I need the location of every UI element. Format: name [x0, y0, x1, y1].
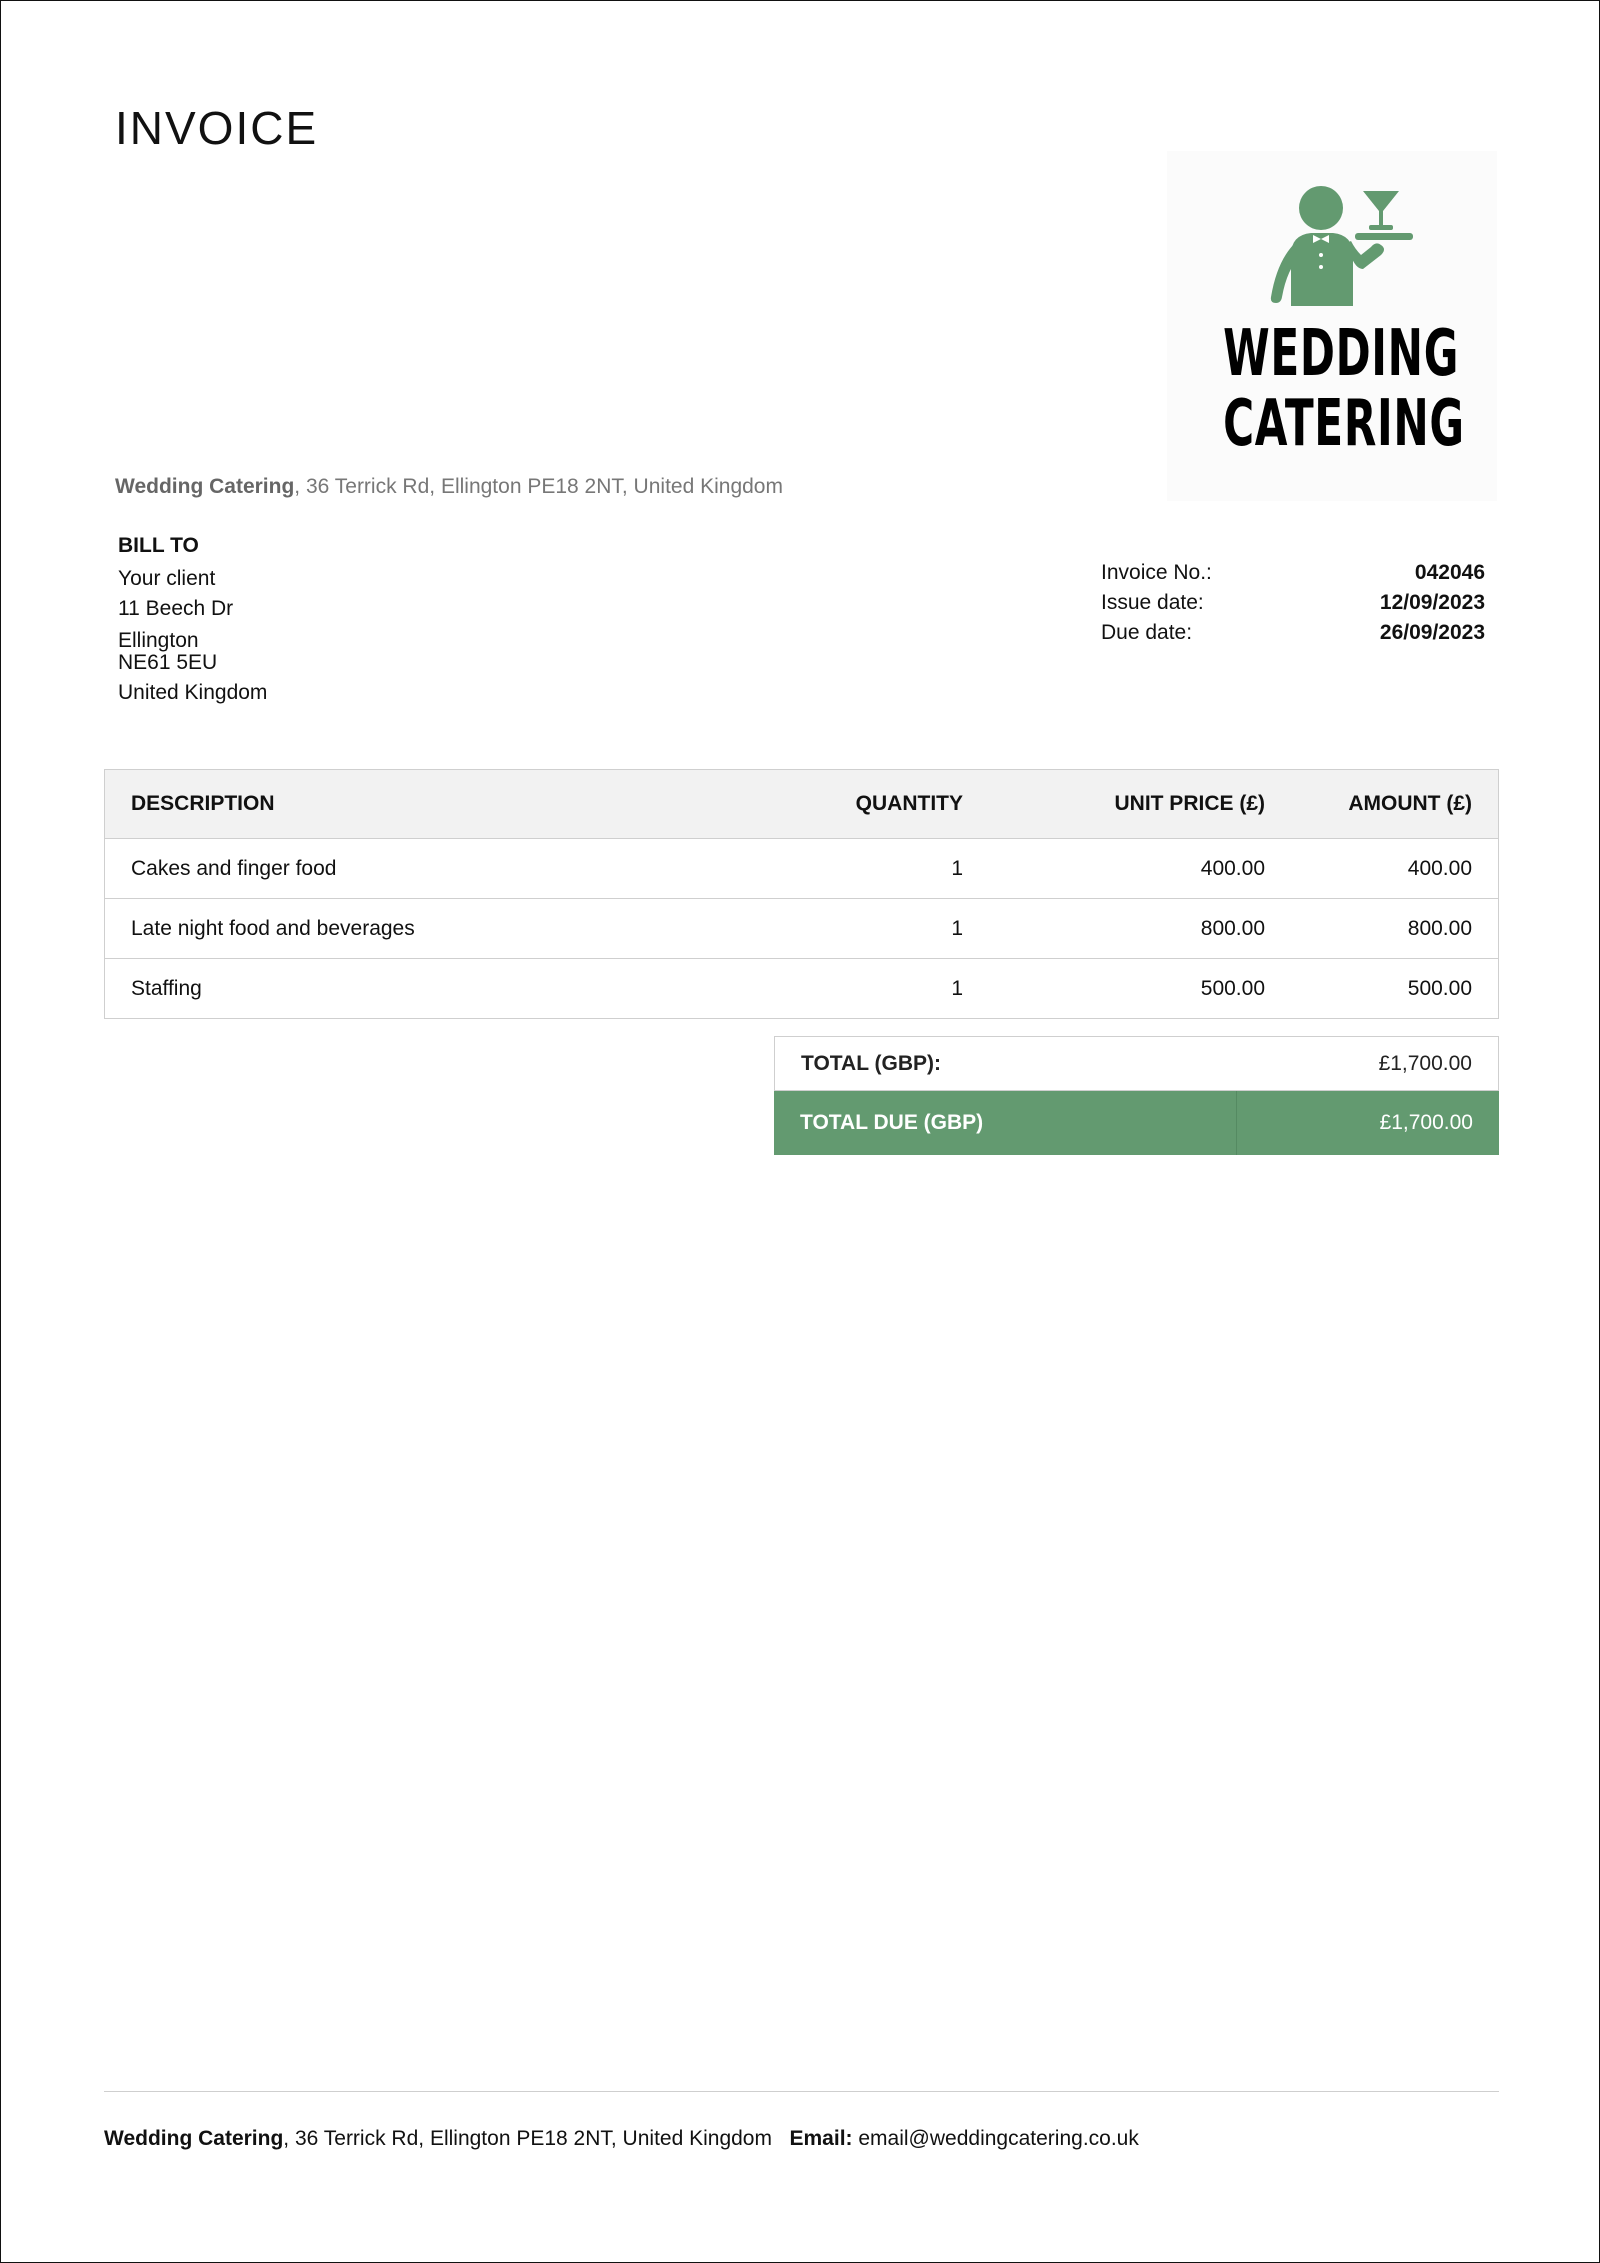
cell-amount: 500.00 [1291, 959, 1499, 1019]
cell-description: Cakes and finger food [105, 839, 758, 899]
cell-unit-price: 500.00 [989, 959, 1291, 1019]
col-header-quantity: QUANTITY [757, 770, 989, 839]
invoice-meta [1101, 558, 1485, 648]
total-label: TOTAL (GBP): [801, 1051, 941, 1075]
seller-address [115, 475, 783, 499]
total-due-label: TOTAL DUE (GBP) [800, 1111, 984, 1134]
totals-block [774, 1036, 1499, 1155]
total-value: £1,700.00 [1378, 1051, 1472, 1075]
bill-to-line: 11 Beech Dr [118, 597, 234, 620]
logo-text-line2: CATERING [1223, 387, 1465, 461]
cell-unit-price: 400.00 [989, 839, 1291, 899]
meta-row-invoice-no [1101, 558, 1485, 588]
cell-amount: 800.00 [1291, 899, 1499, 959]
col-header-amount: AMOUNT (£) [1291, 770, 1499, 839]
cell-amount: 400.00 [1291, 839, 1499, 899]
cell-description: Late night food and beverages [105, 899, 758, 959]
bill-to-line: Your client [118, 567, 216, 590]
total-due-divider [1236, 1091, 1237, 1155]
bill-to-line: Ellington [118, 629, 199, 652]
meta-label: Issue date: [1101, 591, 1204, 614]
meta-value: 26/09/2023 [1379, 621, 1485, 644]
footer-email-label: Email: [789, 2127, 853, 2150]
company-logo [1167, 151, 1497, 501]
invoice-title: INVOICE [115, 102, 319, 154]
meta-label: Due date: [1101, 621, 1193, 644]
bill-to-block [118, 531, 267, 708]
seller-address-text: , 36 Terrick Rd, Ellington PE18 2NT, United Kingdom [294, 475, 783, 498]
table-row [105, 839, 1499, 899]
total-due-row [774, 1091, 1499, 1155]
bill-to-heading: BILL TO [118, 534, 199, 557]
col-header-description: DESCRIPTION [105, 770, 758, 839]
footer-email[interactable]: email@weddingcatering.co.uk [858, 2127, 1139, 2150]
seller-name: Wedding Catering [115, 475, 295, 498]
meta-value: 12/09/2023 [1379, 591, 1485, 614]
cell-quantity: 1 [757, 899, 989, 959]
footer [104, 2127, 1139, 2151]
col-header-unit-price: UNIT PRICE (£) [989, 770, 1291, 839]
meta-row-due-date [1101, 618, 1485, 648]
table-row [105, 899, 1499, 959]
cell-quantity: 1 [757, 959, 989, 1019]
total-due-value: £1,700.00 [1379, 1111, 1473, 1134]
total-row [774, 1036, 1499, 1091]
footer-address: , 36 Terrick Rd, Ellington PE18 2NT, United Kingdom [283, 2127, 772, 2150]
logo-text-line1: WEDDING [1223, 317, 1460, 391]
bill-to-line: NE61 5EU [118, 651, 218, 674]
meta-value: 042046 [1414, 561, 1485, 584]
footer-company-name: Wedding Catering [104, 2127, 284, 2150]
meta-label: Invoice No.: [1101, 561, 1212, 584]
items-table [104, 769, 1499, 1019]
cell-unit-price: 800.00 [989, 899, 1291, 959]
bill-to-line: United Kingdom [118, 681, 268, 704]
meta-row-issue-date [1101, 588, 1485, 618]
cell-description: Staffing [105, 959, 758, 1019]
table-header-row [105, 770, 1499, 839]
table-row [105, 959, 1499, 1019]
footer-divider [104, 2091, 1499, 2092]
cell-quantity: 1 [757, 839, 989, 899]
